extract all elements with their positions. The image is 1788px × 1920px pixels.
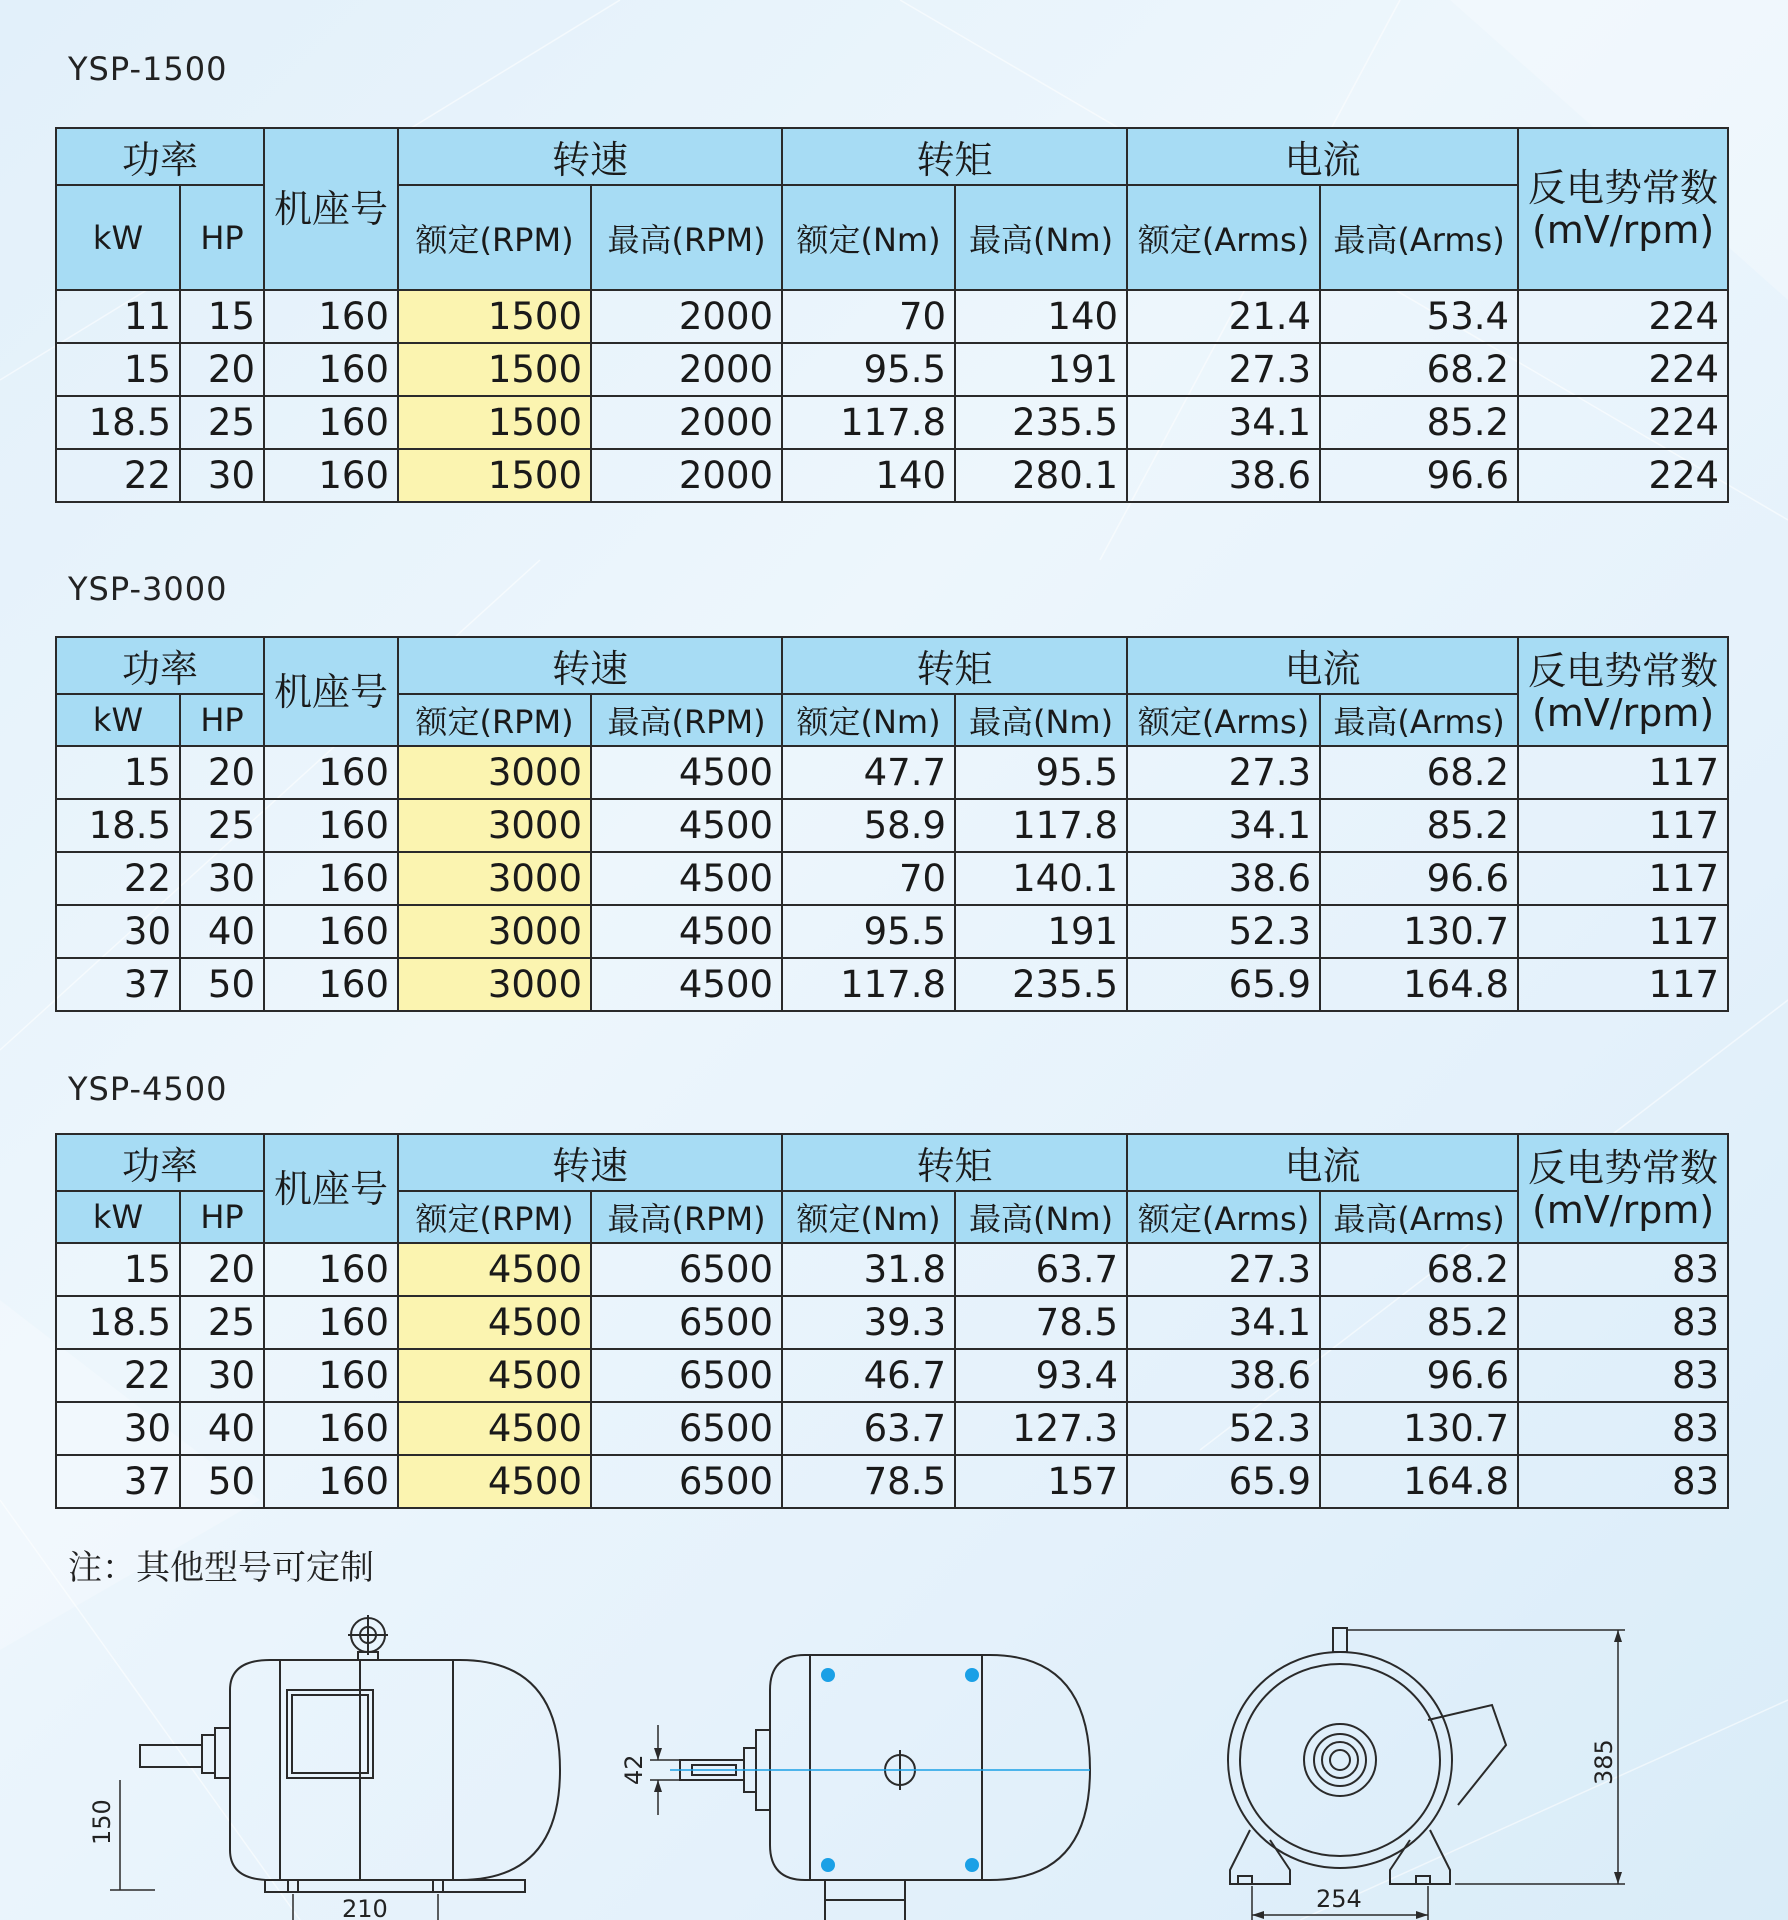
table-title-ysp-3000: YSP-3000 xyxy=(68,570,228,608)
current-max-cell: 164.8 xyxy=(1320,958,1518,1011)
emf-cell: 83 xyxy=(1518,1349,1728,1402)
torque-max-cell: 63.7 xyxy=(955,1243,1127,1296)
frame-header: 机座号 xyxy=(264,128,398,290)
emf-header xyxy=(1518,1134,1728,1243)
table-row xyxy=(56,449,1728,502)
table-row xyxy=(56,1402,1728,1455)
emf-header-line2: (mV/rpm) xyxy=(1531,690,1715,735)
emf-cell: 224 xyxy=(1518,449,1728,502)
power-header: 功率 xyxy=(56,128,264,185)
speed-rated-cell: 4500 xyxy=(398,1402,591,1455)
table-row xyxy=(56,1455,1728,1508)
frame-cell: 160 xyxy=(264,1455,398,1508)
hp-header: HP xyxy=(180,185,264,290)
current-rated-cell: 21.4 xyxy=(1127,290,1320,343)
frame-cell: 160 xyxy=(264,958,398,1011)
current-rated-cell: 52.3 xyxy=(1127,1402,1320,1455)
speed-rated-cell: 4500 xyxy=(398,1349,591,1402)
current-rated-cell: 34.1 xyxy=(1127,1296,1320,1349)
mounting-hole-icon xyxy=(821,1858,835,1872)
table-body xyxy=(56,1243,1728,1508)
torque-max-cell: 127.3 xyxy=(955,1402,1127,1455)
hp-header: HP xyxy=(180,1191,264,1243)
speed-rated-header: 额定(RPM) xyxy=(398,1191,591,1243)
table-body xyxy=(56,746,1728,1011)
hp-cell: 30 xyxy=(180,449,264,502)
speed-rated-header: 额定(RPM) xyxy=(398,185,591,290)
table-row xyxy=(56,852,1728,905)
current-rated-cell: 34.1 xyxy=(1127,799,1320,852)
speed-rated-cell: 4500 xyxy=(398,1243,591,1296)
kw-cell: 11 xyxy=(56,290,180,343)
emf-header-line1: 反电势常数 xyxy=(1528,648,1719,693)
frame-cell: 160 xyxy=(264,852,398,905)
speed-max-cell: 6500 xyxy=(591,1349,782,1402)
table-row xyxy=(56,958,1728,1011)
emf-cell: 117 xyxy=(1518,746,1728,799)
torque-rated-header: 额定(Nm) xyxy=(782,694,955,746)
torque-rated-header: 额定(Nm) xyxy=(782,1191,955,1243)
kw-header: kW xyxy=(56,1191,180,1243)
kw-cell: 15 xyxy=(56,746,180,799)
current-max-cell: 68.2 xyxy=(1320,343,1518,396)
frame-header: 机座号 xyxy=(264,1134,398,1243)
power-header: 功率 xyxy=(56,1134,264,1191)
speed-rated-cell: 1500 xyxy=(398,343,591,396)
torque-rated-cell: 58.9 xyxy=(782,799,955,852)
torque-max-cell: 191 xyxy=(955,343,1127,396)
hp-cell: 30 xyxy=(180,1349,264,1402)
speed-header: 转速 xyxy=(398,1134,782,1191)
kw-cell: 22 xyxy=(56,449,180,502)
kw-cell: 22 xyxy=(56,1349,180,1402)
torque-header: 转矩 xyxy=(782,1134,1127,1191)
current-header: 电流 xyxy=(1127,637,1518,694)
hp-cell: 20 xyxy=(180,1243,264,1296)
torque-rated-cell: 117.8 xyxy=(782,958,955,1011)
current-rated-cell: 38.6 xyxy=(1127,852,1320,905)
spec-table-ysp-4500 xyxy=(55,1133,1729,1509)
front-foot-dimension: 254 xyxy=(1316,1885,1362,1913)
kw-cell: 18.5 xyxy=(56,396,180,449)
speed-max-cell: 6500 xyxy=(591,1243,782,1296)
current-rated-cell: 65.9 xyxy=(1127,958,1320,1011)
motor-front-view-drawing xyxy=(1210,1600,1660,1913)
note-text: 注：其他型号可定制 xyxy=(68,1548,374,1588)
speed-max-cell: 4500 xyxy=(591,958,782,1011)
speed-rated-cell: 1500 xyxy=(398,449,591,502)
torque-rated-cell: 63.7 xyxy=(782,1402,955,1455)
mounting-hole-icon xyxy=(965,1668,979,1682)
table-row xyxy=(56,746,1728,799)
current-rated-cell: 27.3 xyxy=(1127,343,1320,396)
current-max-cell: 130.7 xyxy=(1320,905,1518,958)
current-max-cell: 53.4 xyxy=(1320,290,1518,343)
emf-cell: 83 xyxy=(1518,1243,1728,1296)
emf-cell: 224 xyxy=(1518,290,1728,343)
current-rated-cell: 38.6 xyxy=(1127,1349,1320,1402)
frame-cell: 160 xyxy=(264,290,398,343)
speed-rated-cell: 3000 xyxy=(398,799,591,852)
speed-rated-header: 额定(RPM) xyxy=(398,694,591,746)
current-max-cell: 85.2 xyxy=(1320,396,1518,449)
power-header: 功率 xyxy=(56,637,264,694)
speed-header: 转速 xyxy=(398,128,782,185)
emf-cell: 224 xyxy=(1518,343,1728,396)
torque-rated-cell: 31.8 xyxy=(782,1243,955,1296)
speed-max-cell: 2000 xyxy=(591,396,782,449)
current-rated-cell: 52.3 xyxy=(1127,905,1320,958)
kw-cell: 30 xyxy=(56,905,180,958)
hp-cell: 20 xyxy=(180,343,264,396)
frame-cell: 160 xyxy=(264,449,398,502)
current-max-cell: 85.2 xyxy=(1320,1296,1518,1349)
torque-rated-cell: 70 xyxy=(782,290,955,343)
frame-cell: 160 xyxy=(264,1296,398,1349)
table-row xyxy=(56,343,1728,396)
frame-header: 机座号 xyxy=(264,637,398,746)
speed-max-cell: 2000 xyxy=(591,290,782,343)
speed-max-header: 最高(RPM) xyxy=(591,694,782,746)
torque-max-cell: 117.8 xyxy=(955,799,1127,852)
kw-cell: 15 xyxy=(56,343,180,396)
current-max-cell: 130.7 xyxy=(1320,1402,1518,1455)
frame-cell: 160 xyxy=(264,799,398,852)
speed-rated-cell: 3000 xyxy=(398,746,591,799)
mounting-hole-icon xyxy=(965,1858,979,1872)
speed-max-cell: 6500 xyxy=(591,1296,782,1349)
emf-header xyxy=(1518,128,1728,290)
emf-header-line1: 反电势常数 xyxy=(1528,166,1719,210)
hp-cell: 50 xyxy=(180,958,264,1011)
torque-max-cell: 235.5 xyxy=(955,396,1127,449)
emf-header-line2: (mV/rpm) xyxy=(1531,208,1715,252)
current-rated-cell: 34.1 xyxy=(1127,396,1320,449)
spec-table-ysp-3000 xyxy=(55,636,1729,1012)
motor-top-view-drawing xyxy=(610,1600,1110,1900)
speed-header: 转速 xyxy=(398,637,782,694)
torque-max-cell: 191 xyxy=(955,905,1127,958)
torque-max-cell: 157 xyxy=(955,1455,1127,1508)
frame-cell: 160 xyxy=(264,1243,398,1296)
table-row xyxy=(56,1349,1728,1402)
speed-rated-cell: 4500 xyxy=(398,1455,591,1508)
frame-cell: 160 xyxy=(264,746,398,799)
current-max-cell: 85.2 xyxy=(1320,799,1518,852)
emf-cell: 83 xyxy=(1518,1296,1728,1349)
speed-max-cell: 2000 xyxy=(591,449,782,502)
torque-max-header: 最高(Nm) xyxy=(955,185,1127,290)
torque-header: 转矩 xyxy=(782,128,1127,185)
kw-cell: 18.5 xyxy=(56,1296,180,1349)
speed-max-header: 最高(RPM) xyxy=(591,185,782,290)
torque-rated-cell: 95.5 xyxy=(782,905,955,958)
current-rated-cell: 38.6 xyxy=(1127,449,1320,502)
kw-header: kW xyxy=(56,185,180,290)
torque-rated-header: 额定(Nm) xyxy=(782,185,955,290)
torque-max-cell: 280.1 xyxy=(955,449,1127,502)
kw-cell: 18.5 xyxy=(56,799,180,852)
torque-rated-cell: 46.7 xyxy=(782,1349,955,1402)
emf-cell: 117 xyxy=(1518,905,1728,958)
table-row xyxy=(56,1296,1728,1349)
current-rated-header: 额定(Arms) xyxy=(1127,1191,1320,1243)
table-title-ysp-1500: YSP-1500 xyxy=(68,50,228,88)
speed-max-cell: 6500 xyxy=(591,1455,782,1508)
torque-rated-cell: 47.7 xyxy=(782,746,955,799)
current-max-cell: 68.2 xyxy=(1320,746,1518,799)
top-shaft-dimension: 42 xyxy=(620,1754,648,1785)
frame-cell: 160 xyxy=(264,396,398,449)
current-max-cell: 96.6 xyxy=(1320,852,1518,905)
hp-cell: 50 xyxy=(180,1455,264,1508)
hp-cell: 25 xyxy=(180,799,264,852)
torque-rated-cell: 140 xyxy=(782,449,955,502)
torque-max-cell: 140.1 xyxy=(955,852,1127,905)
torque-rated-cell: 70 xyxy=(782,852,955,905)
emf-header-line2: (mV/rpm) xyxy=(1531,1187,1715,1232)
current-rated-header: 额定(Arms) xyxy=(1127,185,1320,290)
hp-cell: 30 xyxy=(180,852,264,905)
speed-max-cell: 6500 xyxy=(591,1402,782,1455)
kw-cell: 37 xyxy=(56,1455,180,1508)
current-max-cell: 96.6 xyxy=(1320,1349,1518,1402)
current-max-header: 最高(Arms) xyxy=(1320,185,1518,290)
torque-max-header: 最高(Nm) xyxy=(955,1191,1127,1243)
hp-cell: 40 xyxy=(180,905,264,958)
emf-cell: 83 xyxy=(1518,1402,1728,1455)
speed-max-header: 最高(RPM) xyxy=(591,1191,782,1243)
speed-rated-cell: 3000 xyxy=(398,852,591,905)
emf-header-line1: 反电势常数 xyxy=(1528,1145,1719,1190)
emf-cell: 117 xyxy=(1518,799,1728,852)
current-max-cell: 96.6 xyxy=(1320,449,1518,502)
speed-max-cell: 4500 xyxy=(591,746,782,799)
current-max-header: 最高(Arms) xyxy=(1320,1191,1518,1243)
torque-max-cell: 140 xyxy=(955,290,1127,343)
speed-rated-cell: 1500 xyxy=(398,290,591,343)
speed-max-cell: 4500 xyxy=(591,852,782,905)
frame-cell: 160 xyxy=(264,1349,398,1402)
torque-rated-cell: 78.5 xyxy=(782,1455,955,1508)
table-row xyxy=(56,799,1728,852)
current-rated-cell: 27.3 xyxy=(1127,746,1320,799)
table-row xyxy=(56,290,1728,343)
mounting-hole-icon xyxy=(821,1668,835,1682)
kw-cell: 15 xyxy=(56,1243,180,1296)
torque-rated-cell: 95.5 xyxy=(782,343,955,396)
speed-max-cell: 4500 xyxy=(591,799,782,852)
kw-cell: 30 xyxy=(56,1402,180,1455)
hp-cell: 15 xyxy=(180,290,264,343)
frame-cell: 160 xyxy=(264,343,398,396)
side-foot-dimension: 210 xyxy=(342,1895,388,1920)
current-max-header: 最高(Arms) xyxy=(1320,694,1518,746)
hp-cell: 20 xyxy=(180,746,264,799)
speed-rated-cell: 3000 xyxy=(398,905,591,958)
current-rated-header: 额定(Arms) xyxy=(1127,694,1320,746)
emf-header xyxy=(1518,637,1728,746)
kw-header: kW xyxy=(56,694,180,746)
speed-rated-cell: 4500 xyxy=(398,1296,591,1349)
torque-rated-cell: 117.8 xyxy=(782,396,955,449)
hp-cell: 25 xyxy=(180,1296,264,1349)
frame-cell: 160 xyxy=(264,1402,398,1455)
speed-rated-cell: 3000 xyxy=(398,958,591,1011)
hp-header: HP xyxy=(180,694,264,746)
emf-cell: 83 xyxy=(1518,1455,1728,1508)
table-body xyxy=(56,290,1728,502)
emf-cell: 117 xyxy=(1518,852,1728,905)
table-row xyxy=(56,1243,1728,1296)
current-max-cell: 164.8 xyxy=(1320,1455,1518,1508)
motor-side-view-drawing xyxy=(80,1600,580,1920)
hp-cell: 25 xyxy=(180,396,264,449)
hp-cell: 40 xyxy=(180,1402,264,1455)
current-max-cell: 68.2 xyxy=(1320,1243,1518,1296)
speed-max-cell: 4500 xyxy=(591,905,782,958)
current-rated-cell: 65.9 xyxy=(1127,1455,1320,1508)
table-row xyxy=(56,396,1728,449)
torque-max-cell: 95.5 xyxy=(955,746,1127,799)
emf-cell: 224 xyxy=(1518,396,1728,449)
speed-max-cell: 2000 xyxy=(591,343,782,396)
side-height-dimension: 150 xyxy=(88,1799,116,1845)
current-header: 电流 xyxy=(1127,128,1518,185)
frame-cell: 160 xyxy=(264,905,398,958)
torque-max-cell: 235.5 xyxy=(955,958,1127,1011)
front-height-dimension: 385 xyxy=(1590,1739,1618,1785)
spec-table-ysp-1500 xyxy=(55,127,1729,503)
torque-header: 转矩 xyxy=(782,637,1127,694)
kw-cell: 22 xyxy=(56,852,180,905)
current-rated-cell: 27.3 xyxy=(1127,1243,1320,1296)
torque-max-header: 最高(Nm) xyxy=(955,694,1127,746)
speed-rated-cell: 1500 xyxy=(398,396,591,449)
torque-rated-cell: 39.3 xyxy=(782,1296,955,1349)
current-header: 电流 xyxy=(1127,1134,1518,1191)
table-title-ysp-4500: YSP-4500 xyxy=(68,1070,228,1108)
table-row xyxy=(56,905,1728,958)
kw-cell: 37 xyxy=(56,958,180,1011)
torque-max-cell: 78.5 xyxy=(955,1296,1127,1349)
emf-cell: 117 xyxy=(1518,958,1728,1011)
torque-max-cell: 93.4 xyxy=(955,1349,1127,1402)
